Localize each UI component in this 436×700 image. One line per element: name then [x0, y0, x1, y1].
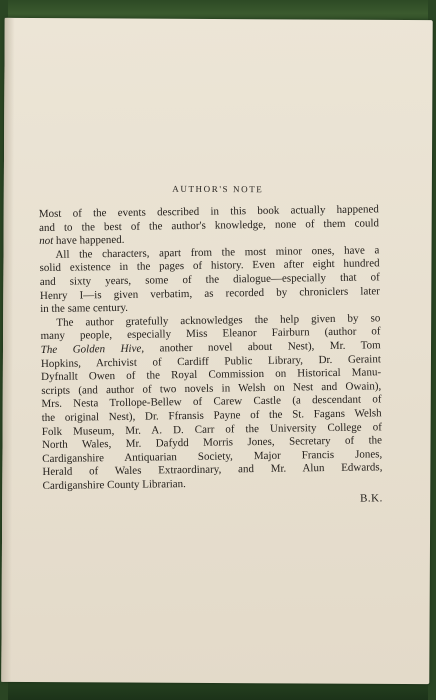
note-line: and to the best of the author's knowledge, none of them could — [38, 216, 380, 234]
note-line: Most of the events described in this book actually happened — [38, 203, 379, 221]
note-line: North Wales, Mr. Dafydd Morris Jones, Secretary of the — [41, 434, 383, 452]
note-line: the original Nest), Dr. Ffransis Payne of the St. Fagans Welsh — [41, 407, 382, 424]
note-line: Hopkins, Archivist of Cardiff Public Library, Dr. Geraint — [40, 352, 381, 370]
note-line: The author gratefully acknowledges the help given by so — [56, 312, 381, 329]
note-line: and sixty years, some of the dialogue—especially that of — [39, 271, 380, 289]
note-line: Herald of Wales Extraordinary, and Mr. Alun Edwards, — [42, 461, 383, 479]
page-gutter-shadow — [1, 18, 14, 682]
note-line: not have happened. — [39, 234, 125, 248]
note-line: Mrs. Nesta Trollope-Bellew of Carew Castle (a descendant of — [41, 393, 382, 411]
book-title-italic: The Golden Hive — [40, 342, 142, 356]
note-line: scripts (and author of two novels in Welsh on Nest and Owain), — [41, 380, 382, 397]
note-line: Henry I—is given verbatim, as recorded by chroniclers later — [39, 284, 381, 302]
note-line: many people, especially Miss Eleanor Fairburn (author of — [40, 325, 381, 343]
note-line: The Golden Hive, another novel about Nest), Mr. Tom — [40, 339, 381, 356]
note-line: Dyfnallt Owen of the Royal Commission on Historical Manu- — [41, 366, 382, 384]
author-initials: B.K. — [359, 492, 383, 506]
note-line: Folk Museum, Mr. A. D. Carr of the University College of — [41, 420, 382, 438]
note-line: in the same century. — [40, 301, 129, 316]
note-line: Cardiganshire County Librarian. — [42, 477, 186, 492]
book-page — [1, 18, 432, 684]
note-line: All the characters, apart from the most minor ones, have a — [55, 244, 380, 261]
note-line: solid existence in the pages of history. Even after eight hundred — [39, 257, 380, 275]
page-heading: AUTHOR'S NOTE — [172, 183, 264, 195]
book-title-italic: not — [39, 235, 54, 248]
note-body — [39, 203, 383, 511]
note-line: Cardiganshire Antiquarian Society, Major Francis Jones, — [42, 447, 383, 465]
